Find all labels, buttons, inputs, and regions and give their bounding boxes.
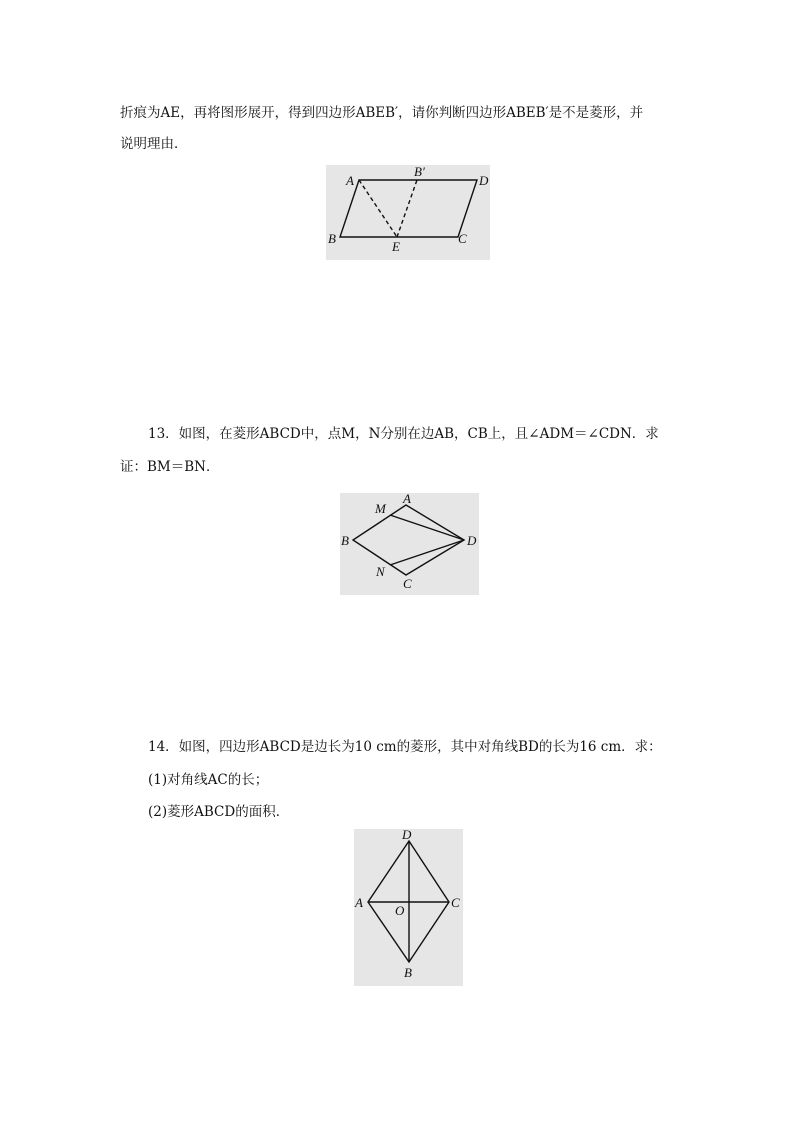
label-d: D <box>479 173 489 188</box>
p13-rhombus-figure <box>340 493 479 595</box>
label-m: M <box>375 501 386 516</box>
label-b: B <box>341 533 349 548</box>
p12-text-line1: 折痕为AE，再将图形展开，得到四边形ABEB′，请你判断四边形ABEB′是不是菱形，并 <box>120 105 644 121</box>
label-b: B <box>404 965 412 980</box>
p12-parallelogram-figure <box>326 165 490 260</box>
label-o: O <box>395 903 405 918</box>
fold-line-ae <box>359 180 397 237</box>
label-b-prime: B′ <box>414 165 425 179</box>
label-c: C <box>451 895 460 910</box>
p12-text-line2: 说明理由． <box>120 136 188 152</box>
label-a: A <box>355 895 363 910</box>
p13-text-line1: 13．如图，在菱形ABCD中，点M，N分别在边AB，CB上，且∠ADM＝∠CDN．求 <box>148 426 659 442</box>
p14-text-line1: 14．如图，四边形ABCD是边长为10 cm的菱形，其中对角线BD的长为16 cm．求： <box>148 739 662 755</box>
label-a: A <box>403 493 411 506</box>
label-b: B <box>328 231 336 246</box>
label-a: A <box>346 173 354 188</box>
label-c: C <box>458 231 467 246</box>
fold-line-ebp <box>397 180 417 237</box>
segment-dm <box>390 515 464 540</box>
p14-part2: (2)菱形ABCD的面积． <box>148 804 290 820</box>
parallelogram-abcd <box>340 180 477 237</box>
label-c: C <box>403 576 412 591</box>
label-e: E <box>392 239 400 254</box>
p14-rhombus-figure <box>354 829 463 986</box>
segment-dn <box>390 540 464 565</box>
p13-text-line2: 证：BM＝BN． <box>120 459 220 475</box>
label-d: D <box>402 829 412 842</box>
p14-part1: (1)对角线AC的长； <box>148 772 269 788</box>
rhombus-abcd <box>353 505 464 575</box>
label-n: N <box>376 564 385 579</box>
label-d: D <box>467 533 477 548</box>
